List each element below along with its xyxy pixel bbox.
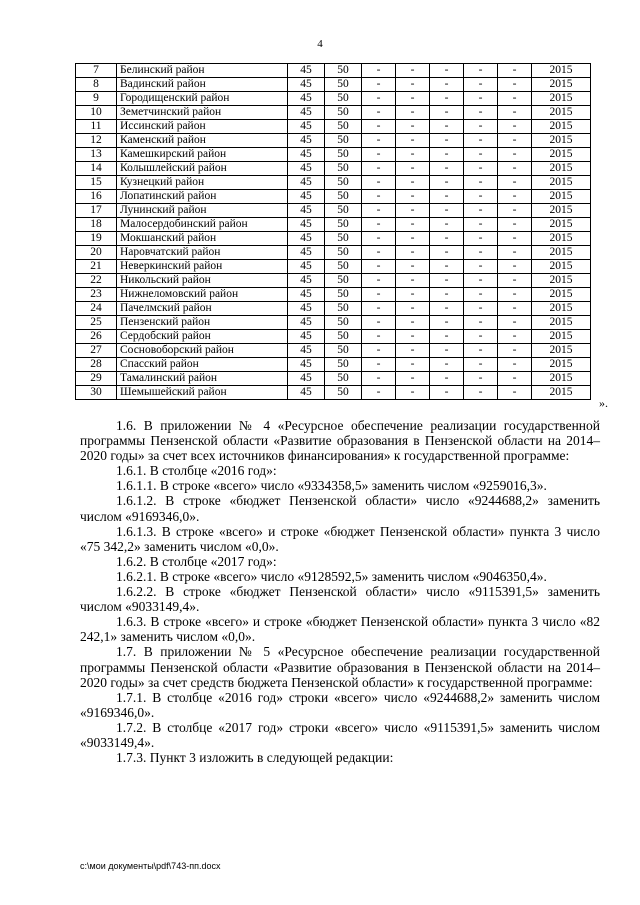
cell-district-name: Наровчатский район [117, 246, 288, 260]
cell-value-c4: - [464, 218, 498, 232]
cell-row-number: 14 [76, 162, 117, 176]
cell-value-a: 45 [288, 64, 325, 78]
cell-value-c1: - [362, 358, 396, 372]
cell-value-c5: - [498, 120, 532, 134]
cell-year: 2015 [532, 92, 591, 106]
cell-value-c1: - [362, 246, 396, 260]
cell-value-c3: - [430, 232, 464, 246]
cell-value-c5: - [498, 330, 532, 344]
cell-value-c4: - [464, 358, 498, 372]
cell-value-c2: - [396, 316, 430, 330]
cell-value-c1: - [362, 302, 396, 316]
cell-value-c5: - [498, 386, 532, 400]
cell-value-c4: - [464, 330, 498, 344]
cell-value-c5: - [498, 232, 532, 246]
table-row [76, 288, 591, 302]
cell-value-c2: - [396, 246, 430, 260]
cell-value-c1: - [362, 232, 396, 246]
cell-value-b: 50 [325, 358, 362, 372]
cell-district-name: Лопатинский район [117, 190, 288, 204]
paragraph: 1.6.1.2. В строке «бюджет Пензенской области» число «9244688,2» заменить числом «9169346,0». [80, 493, 600, 524]
cell-value-a: 45 [288, 204, 325, 218]
cell-value-c4: - [464, 120, 498, 134]
cell-value-c3: - [430, 344, 464, 358]
cell-value-c5: - [498, 176, 532, 190]
cell-value-a: 45 [288, 162, 325, 176]
cell-district-name: Сосновоборский район [117, 344, 288, 358]
cell-year: 2015 [532, 344, 591, 358]
cell-value-c5: - [498, 372, 532, 386]
cell-district-name: Неверкинский район [117, 260, 288, 274]
cell-value-a: 45 [288, 302, 325, 316]
table-row [76, 344, 591, 358]
cell-value-c2: - [396, 386, 430, 400]
cell-value-b: 50 [325, 288, 362, 302]
cell-value-a: 45 [288, 106, 325, 120]
cell-value-c2: - [396, 190, 430, 204]
table-row [76, 274, 591, 288]
cell-value-c5: - [498, 204, 532, 218]
cell-value-c3: - [430, 218, 464, 232]
cell-value-c2: - [396, 148, 430, 162]
cell-value-c2: - [396, 64, 430, 78]
cell-value-c2: - [396, 330, 430, 344]
table-row [76, 176, 591, 190]
cell-district-name: Каменский район [117, 134, 288, 148]
cell-value-c3: - [430, 204, 464, 218]
cell-value-c1: - [362, 344, 396, 358]
districts-table [75, 63, 591, 400]
paragraph: 1.6.1. В столбце «2016 год»: [116, 463, 277, 479]
cell-value-c5: - [498, 316, 532, 330]
cell-year: 2015 [532, 162, 591, 176]
cell-row-number: 23 [76, 288, 117, 302]
table-row [76, 260, 591, 274]
cell-value-c1: - [362, 260, 396, 274]
cell-value-c4: - [464, 78, 498, 92]
cell-year: 2015 [532, 120, 591, 134]
cell-value-c1: - [362, 190, 396, 204]
paragraph: 1.6.1.1. В строке «всего» число «9334358,5» заменить числом «9259016,3». [116, 478, 547, 494]
cell-district-name: Городищенский район [117, 92, 288, 106]
table-row [76, 162, 591, 176]
cell-value-c5: - [498, 274, 532, 288]
cell-year: 2015 [532, 64, 591, 78]
cell-value-b: 50 [325, 316, 362, 330]
paragraph: 1.7.1. В столбце «2016 год» строки «всего» число «9244688,2» заменить числом «9169346,0». [80, 689, 600, 720]
cell-row-number: 20 [76, 246, 117, 260]
cell-value-c2: - [396, 106, 430, 120]
table-row [76, 232, 591, 246]
cell-district-name: Пачелмский район [117, 302, 288, 316]
cell-district-name: Земетчинский район [117, 106, 288, 120]
cell-value-c4: - [464, 162, 498, 176]
cell-year: 2015 [532, 232, 591, 246]
cell-value-c1: - [362, 134, 396, 148]
cell-value-c3: - [430, 274, 464, 288]
cell-value-a: 45 [288, 176, 325, 190]
table-row [76, 316, 591, 330]
cell-row-number: 25 [76, 316, 117, 330]
paragraph: 1.7.3. Пункт 3 изложить в следующей редакции: [116, 750, 394, 766]
cell-year: 2015 [532, 274, 591, 288]
cell-value-c1: - [362, 274, 396, 288]
cell-value-c2: - [396, 134, 430, 148]
table-row [76, 190, 591, 204]
cell-row-number: 27 [76, 344, 117, 358]
cell-value-c4: - [464, 92, 498, 106]
cell-value-b: 50 [325, 302, 362, 316]
table-row [76, 302, 591, 316]
cell-value-c1: - [362, 162, 396, 176]
cell-district-name: Иссинский район [117, 120, 288, 134]
cell-value-a: 45 [288, 316, 325, 330]
cell-value-b: 50 [325, 330, 362, 344]
cell-value-a: 45 [288, 190, 325, 204]
cell-value-b: 50 [325, 64, 362, 78]
cell-year: 2015 [532, 204, 591, 218]
cell-value-b: 50 [325, 232, 362, 246]
table-row [76, 134, 591, 148]
cell-value-b: 50 [325, 260, 362, 274]
table-row [76, 386, 591, 400]
cell-value-a: 45 [288, 218, 325, 232]
cell-district-name: Спасский район [117, 358, 288, 372]
cell-value-a: 45 [288, 274, 325, 288]
cell-district-name: Нижнеломовский район [117, 288, 288, 302]
cell-row-number: 16 [76, 190, 117, 204]
table-row [76, 204, 591, 218]
cell-value-c5: - [498, 288, 532, 302]
cell-value-b: 50 [325, 120, 362, 134]
cell-year: 2015 [532, 246, 591, 260]
cell-value-c1: - [362, 148, 396, 162]
table-row [76, 246, 591, 260]
cell-value-a: 45 [288, 260, 325, 274]
cell-district-name: Пензенский район [117, 316, 288, 330]
cell-value-c3: - [430, 372, 464, 386]
cell-value-c5: - [498, 190, 532, 204]
table-row [76, 358, 591, 372]
page-number: 4 [317, 38, 323, 50]
cell-value-a: 45 [288, 120, 325, 134]
cell-value-b: 50 [325, 246, 362, 260]
cell-row-number: 9 [76, 92, 117, 106]
cell-value-c4: - [464, 134, 498, 148]
cell-value-c4: - [464, 190, 498, 204]
paragraph: 1.6.2. В столбце «2017 год»: [116, 553, 277, 569]
cell-value-c1: - [362, 204, 396, 218]
table-closing-mark: ». [599, 396, 608, 410]
cell-value-a: 45 [288, 134, 325, 148]
table-row [76, 372, 591, 386]
cell-year: 2015 [532, 148, 591, 162]
cell-value-c1: - [362, 176, 396, 190]
cell-year: 2015 [532, 78, 591, 92]
cell-year: 2015 [532, 176, 591, 190]
cell-value-c1: - [362, 386, 396, 400]
cell-row-number: 17 [76, 204, 117, 218]
cell-value-c4: - [464, 274, 498, 288]
cell-value-b: 50 [325, 134, 362, 148]
cell-value-c3: - [430, 302, 464, 316]
cell-value-c5: - [498, 92, 532, 106]
paragraph: 1.6.2.2. В строке «бюджет Пензенской области» число «9115391,5» заменить числом «9033149,4». [80, 584, 600, 615]
cell-value-c2: - [396, 92, 430, 106]
table-row [76, 148, 591, 162]
cell-value-c5: - [498, 218, 532, 232]
cell-value-c3: - [430, 106, 464, 120]
cell-value-c2: - [396, 260, 430, 274]
cell-row-number: 7 [76, 64, 117, 78]
cell-row-number: 26 [76, 330, 117, 344]
cell-year: 2015 [532, 190, 591, 204]
cell-row-number: 30 [76, 386, 117, 400]
cell-value-a: 45 [288, 358, 325, 372]
cell-row-number: 11 [76, 120, 117, 134]
cell-value-c1: - [362, 372, 396, 386]
cell-value-a: 45 [288, 372, 325, 386]
paragraph: 1.6. В приложении № 4 «Ресурсное обеспечение реализации государственной программы Пензенской области «Развитие образования в Пензенской области на 2014–2020 годы» за счет всех источников финансирования» к государственной программе: [80, 418, 600, 464]
cell-value-a: 45 [288, 344, 325, 358]
table-row [76, 78, 591, 92]
cell-district-name: Сердобский район [117, 330, 288, 344]
cell-value-c4: - [464, 246, 498, 260]
cell-value-c5: - [498, 148, 532, 162]
cell-value-c3: - [430, 316, 464, 330]
cell-value-c4: - [464, 106, 498, 120]
cell-value-c2: - [396, 176, 430, 190]
cell-value-b: 50 [325, 176, 362, 190]
cell-row-number: 19 [76, 232, 117, 246]
cell-value-a: 45 [288, 288, 325, 302]
cell-value-c2: - [396, 162, 430, 176]
cell-value-c4: - [464, 288, 498, 302]
document-body [80, 418, 600, 765]
cell-value-c1: - [362, 288, 396, 302]
cell-row-number: 21 [76, 260, 117, 274]
paragraph: 1.7.2. В столбце «2017 год» строки «всего» число «9115391,5» заменить числом «9033149,4». [80, 719, 600, 750]
footer-file-path: c:\мои документы\pdf\743-пп.docx [80, 861, 221, 871]
cell-value-c3: - [430, 148, 464, 162]
cell-value-a: 45 [288, 246, 325, 260]
cell-row-number: 29 [76, 372, 117, 386]
cell-value-c5: - [498, 344, 532, 358]
cell-value-c2: - [396, 302, 430, 316]
districts-table-body [76, 64, 591, 400]
table-row [76, 106, 591, 120]
cell-year: 2015 [532, 218, 591, 232]
cell-value-c2: - [396, 204, 430, 218]
cell-value-c3: - [430, 92, 464, 106]
table-row [76, 218, 591, 232]
cell-value-a: 45 [288, 386, 325, 400]
cell-value-c5: - [498, 134, 532, 148]
cell-value-c1: - [362, 92, 396, 106]
cell-value-c1: - [362, 316, 396, 330]
cell-district-name: Малосердобинский район [117, 218, 288, 232]
cell-value-c2: - [396, 120, 430, 134]
cell-district-name: Белинский район [117, 64, 288, 78]
cell-value-c3: - [430, 260, 464, 274]
cell-value-c3: - [430, 330, 464, 344]
cell-value-b: 50 [325, 218, 362, 232]
cell-row-number: 24 [76, 302, 117, 316]
cell-value-c4: - [464, 386, 498, 400]
cell-year: 2015 [532, 358, 591, 372]
cell-value-c3: - [430, 134, 464, 148]
table-row [76, 330, 591, 344]
cell-value-c5: - [498, 106, 532, 120]
cell-value-a: 45 [288, 92, 325, 106]
cell-value-b: 50 [325, 274, 362, 288]
cell-row-number: 22 [76, 274, 117, 288]
cell-year: 2015 [532, 260, 591, 274]
cell-value-c2: - [396, 274, 430, 288]
cell-value-c3: - [430, 78, 464, 92]
cell-year: 2015 [532, 386, 591, 400]
cell-value-b: 50 [325, 92, 362, 106]
cell-row-number: 28 [76, 358, 117, 372]
cell-value-c5: - [498, 64, 532, 78]
cell-value-c3: - [430, 288, 464, 302]
cell-value-c2: - [396, 218, 430, 232]
cell-value-c4: - [464, 260, 498, 274]
table-row [76, 64, 591, 78]
cell-row-number: 15 [76, 176, 117, 190]
cell-row-number: 13 [76, 148, 117, 162]
cell-district-name: Кузнецкий район [117, 176, 288, 190]
cell-value-c5: - [498, 246, 532, 260]
cell-value-a: 45 [288, 330, 325, 344]
cell-value-b: 50 [325, 78, 362, 92]
cell-row-number: 10 [76, 106, 117, 120]
cell-value-b: 50 [325, 344, 362, 358]
cell-row-number: 8 [76, 78, 117, 92]
cell-value-c5: - [498, 78, 532, 92]
cell-value-c4: - [464, 372, 498, 386]
cell-district-name: Колышлейский район [117, 162, 288, 176]
paragraph: 1.6.2.1. В строке «всего» число «9128592,5» заменить числом «9046350,4». [116, 568, 547, 584]
cell-value-c3: - [430, 386, 464, 400]
table-row [76, 120, 591, 134]
cell-value-c2: - [396, 232, 430, 246]
cell-value-c4: - [464, 176, 498, 190]
cell-value-c1: - [362, 64, 396, 78]
cell-value-c2: - [396, 372, 430, 386]
cell-value-c2: - [396, 288, 430, 302]
cell-value-c3: - [430, 120, 464, 134]
cell-value-c5: - [498, 302, 532, 316]
cell-value-c3: - [430, 190, 464, 204]
cell-value-c3: - [430, 162, 464, 176]
cell-value-c4: - [464, 316, 498, 330]
cell-year: 2015 [532, 288, 591, 302]
cell-value-c2: - [396, 78, 430, 92]
cell-year: 2015 [532, 134, 591, 148]
cell-value-c2: - [396, 358, 430, 372]
cell-value-a: 45 [288, 78, 325, 92]
cell-value-b: 50 [325, 148, 362, 162]
cell-value-c1: - [362, 78, 396, 92]
cell-value-c4: - [464, 344, 498, 358]
cell-value-c1: - [362, 120, 396, 134]
cell-year: 2015 [532, 316, 591, 330]
cell-value-c3: - [430, 176, 464, 190]
cell-value-b: 50 [325, 106, 362, 120]
paragraph: 1.7. В приложении № 5 «Ресурсное обеспечение реализации государственной программы Пензенской области «Развитие образования в Пензенской области на 2014–2020 годы» за счет средств бюджета Пензенской области» к государственной программе: [80, 644, 600, 690]
cell-district-name: Шемышейский район [117, 386, 288, 400]
cell-value-a: 45 [288, 232, 325, 246]
cell-value-c4: - [464, 302, 498, 316]
cell-district-name: Никольский район [117, 274, 288, 288]
table-row [76, 92, 591, 106]
paragraph: 1.6.3. В строке «всего» и строке «бюджет Пензенской области» пункта 3 число «82 242,1» заменить числом «0,0». [80, 614, 600, 645]
cell-value-c1: - [362, 218, 396, 232]
cell-value-c2: - [396, 344, 430, 358]
cell-district-name: Мокшанский район [117, 232, 288, 246]
cell-value-c4: - [464, 204, 498, 218]
cell-value-b: 50 [325, 372, 362, 386]
cell-value-c5: - [498, 162, 532, 176]
cell-value-c5: - [498, 260, 532, 274]
cell-district-name: Тамалинский район [117, 372, 288, 386]
cell-value-c1: - [362, 106, 396, 120]
cell-row-number: 12 [76, 134, 117, 148]
cell-year: 2015 [532, 372, 591, 386]
cell-value-b: 50 [325, 204, 362, 218]
cell-value-c3: - [430, 64, 464, 78]
cell-value-c4: - [464, 64, 498, 78]
cell-year: 2015 [532, 106, 591, 120]
cell-value-c3: - [430, 358, 464, 372]
cell-year: 2015 [532, 302, 591, 316]
cell-value-b: 50 [325, 190, 362, 204]
cell-value-c4: - [464, 232, 498, 246]
cell-value-b: 50 [325, 162, 362, 176]
cell-row-number: 18 [76, 218, 117, 232]
cell-year: 2015 [532, 330, 591, 344]
cell-district-name: Вадинский район [117, 78, 288, 92]
cell-value-b: 50 [325, 386, 362, 400]
cell-district-name: Камешкирский район [117, 148, 288, 162]
cell-value-c3: - [430, 246, 464, 260]
cell-district-name: Лунинский район [117, 204, 288, 218]
cell-value-c4: - [464, 148, 498, 162]
cell-value-c1: - [362, 330, 396, 344]
cell-value-c5: - [498, 358, 532, 372]
paragraph: 1.6.1.3. В строке «всего» и строке «бюджет Пензенской области» пункта 3 число «75 342,2» заменить числом «0,0». [80, 523, 600, 554]
cell-value-a: 45 [288, 148, 325, 162]
